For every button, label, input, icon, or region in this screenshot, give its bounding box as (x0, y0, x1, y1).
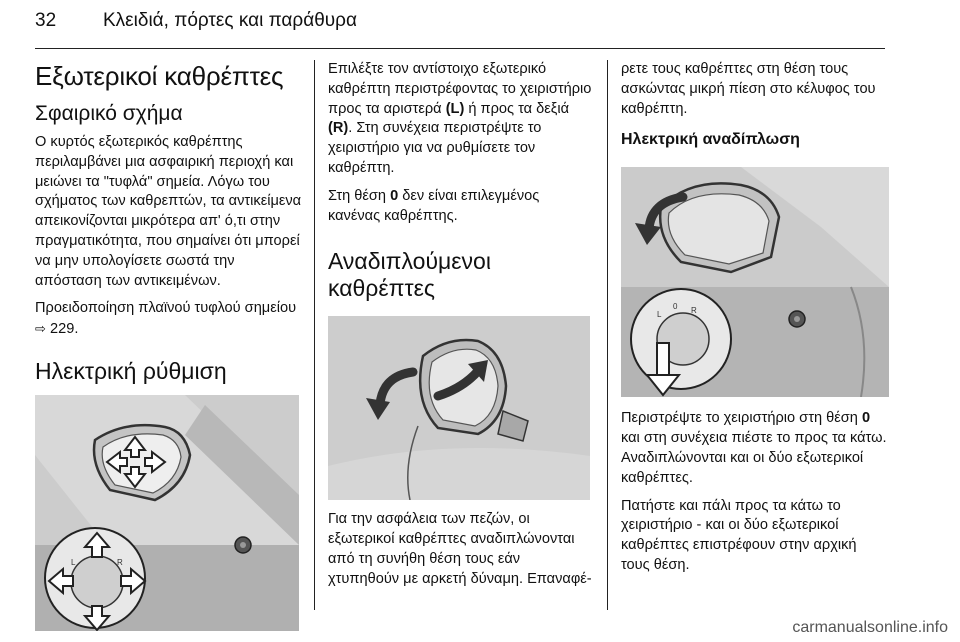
page-header (35, 8, 885, 49)
paragraph-pedestrian-safety: Για την ασφάλεια των πεζών, οι εξωτερικοί καθρέπτες αναδιπλώνονται από τη συνήθη θέση τους εάν χτυπηθούν με αρκετή δύναμη. Επαναφέ- (328, 511, 592, 587)
label-zero: 0 (390, 187, 399, 204)
column-3 (621, 60, 889, 584)
heading-electric-folding: Ηλεκτρική αναδίπλωση (621, 131, 800, 149)
cross-reference-arrow-icon: ⇨ (35, 321, 46, 337)
label-zero: 0 (861, 410, 871, 427)
figure-electric-folding (621, 167, 889, 397)
svg-text:R: R (117, 557, 123, 567)
figure-electric-adjust (35, 395, 299, 631)
paragraph-spherical: Ο κυρτός εξωτερικός καθρέπτης περιλαμβάνει μια ασφαιρική περιοχή και μειώνει τα "τυφλά" σημεία. Λόγω του σχήματος των καθρεπτών, τα αντικείμενα απεικονίζονται μικρότερα απ' ό,τι στην πραγματικότητα, που σημαίνει ότι μπορεί να μην υπολογίσετε σωστά την απόσταση των αντικειμένων. (35, 134, 302, 289)
paragraph-rotate-press: Περιστρέψτε το χειριστήριο στη θέση 0 και στη συνέχεια πιέστε το προς τα κάτω. Αναδιπλώνονται και οι δύο εξωτερικοί καθρέπτες. (621, 410, 887, 486)
svg-text:0: 0 (673, 302, 678, 312)
column-2 (328, 60, 593, 598)
figure-folding-mirror (328, 316, 590, 500)
subheading-electric-adjust: Ηλεκτρική ρύθμιση (35, 357, 227, 384)
column-1 (35, 60, 303, 631)
section-heading: Εξωτερικοί καθρέπτες (35, 61, 284, 91)
header-title: Κλειδιά, πόρτες και παράθυρα (103, 10, 357, 31)
blind-spot-text: Προειδοποίηση πλαϊνού τυφλού σημείου (35, 300, 297, 317)
subheading-spherical: Σφαιρικό σχήμα (35, 102, 183, 125)
watermark: carmanualsonline.info (792, 619, 948, 636)
heading-folding-mirrors: Αναδιπλούμενοι καθρέπτες (328, 248, 491, 302)
page-reference-link[interactable]: 229. (49, 321, 79, 338)
svg-text:L: L (657, 310, 662, 320)
column-divider (314, 60, 315, 610)
paragraph-restore-mirrors: ρετε τους καθρέπτες στη θέση τους ασκώντας μικρή πίεση στο κέλυφος του καθρέπτη. (621, 61, 876, 117)
label-L: (L) (445, 100, 465, 117)
paragraph-blind-spot (35, 299, 303, 340)
label-R: (R) (328, 120, 349, 137)
page-number: 32 (35, 10, 57, 31)
svg-text:L: L (71, 557, 76, 567)
column-divider (607, 60, 608, 610)
paragraph-press-again: Πατήστε και πάλι προς τα κάτω το χειριστήριο - και οι δύο εξωτερικοί καθρέπτες επιστρέφουν στην αρχική τους θέση. (621, 497, 857, 573)
paragraph-select-mirror: Επιλέξτε τον αντίστοιχο εξωτερικό καθρέπτη περιστρέφοντας το χειριστήριο προς τα αριστερά (L) ή προς τα δεξιά (R). Στη συνέχεια περιστρέψτε το χειριστήριο για να ρυθμίσετε τον καθρέπτη. (328, 61, 592, 176)
paragraph-position-zero: Στη θέση 0 δεν είναι επιλεγμένος κανένας καθρέπτης. (328, 187, 540, 224)
svg-text:R: R (691, 306, 697, 316)
